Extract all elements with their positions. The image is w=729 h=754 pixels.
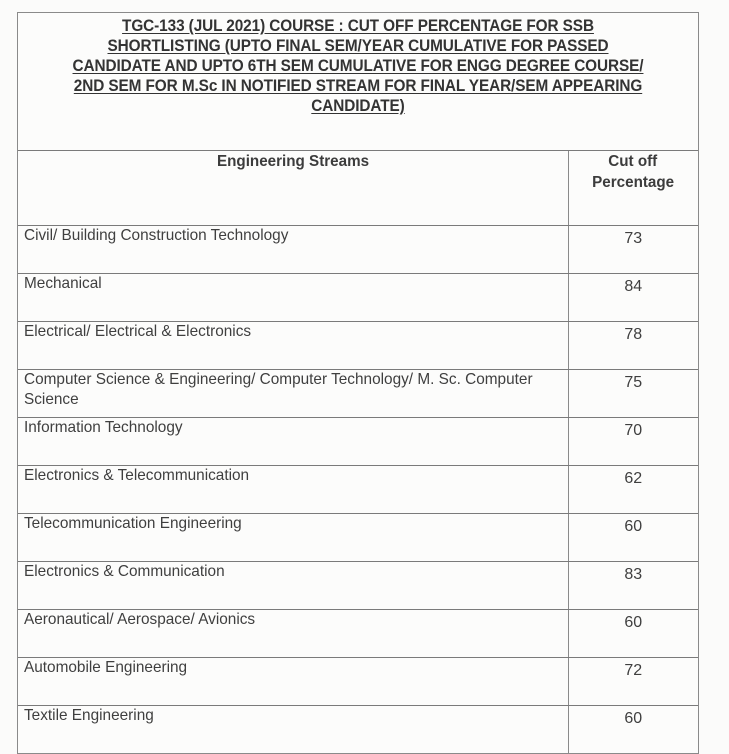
stream-name: Automobile Engineering bbox=[24, 659, 188, 676]
stream-cell bbox=[18, 706, 568, 754]
stream-name: Information Technology bbox=[24, 419, 183, 436]
cutoff-cell: 75 bbox=[568, 370, 698, 418]
stream-cell bbox=[18, 274, 568, 322]
stream-name: Computer Science & Engineering/ Computer Technology/ M. Sc. Computer Science bbox=[24, 371, 533, 408]
table-row bbox=[18, 418, 698, 466]
title-line: TGC-133 (JUL 2021) COURSE : CUT OFF PERCENTAGE FOR SSB bbox=[122, 17, 594, 35]
column-header-label: Percentage bbox=[592, 174, 675, 191]
table-row bbox=[18, 370, 698, 418]
stream-name: Civil/ Building Construction Technology bbox=[24, 227, 289, 244]
cutoff-cell: 72 bbox=[568, 658, 698, 706]
cutoff-cell: 78 bbox=[568, 322, 698, 370]
stream-cell bbox=[18, 418, 568, 466]
stream-name: Mechanical bbox=[24, 275, 102, 292]
cutoff-cell: 60 bbox=[568, 514, 698, 562]
stream-name: Electronics & Communication bbox=[24, 563, 225, 580]
column-header-label: Cut off bbox=[608, 153, 658, 170]
stream-name: Textile Engineering bbox=[24, 707, 154, 724]
table-row bbox=[18, 466, 698, 514]
cutoff-document bbox=[17, 12, 699, 754]
table-header-row bbox=[18, 151, 698, 226]
stream-name: Electrical/ Electrical & Electronics bbox=[24, 323, 252, 340]
column-header-cutoff bbox=[568, 151, 698, 226]
stream-cell bbox=[18, 610, 568, 658]
stream-name: Aeronautical/ Aerospace/ Avionics bbox=[24, 611, 256, 628]
stream-cell bbox=[18, 322, 568, 370]
stream-name: Electronics & Telecommunication bbox=[24, 467, 250, 484]
title-line: SHORTLISTING (UPTO FINAL SEM/YEAR CUMULATIVE FOR PASSED bbox=[107, 37, 609, 55]
cutoff-cell: 73 bbox=[568, 226, 698, 274]
table-row bbox=[18, 562, 698, 610]
table-row bbox=[18, 610, 698, 658]
title-line: 2ND SEM FOR M.Sc IN NOTIFIED STREAM FOR FINAL YEAR/SEM APPEARING bbox=[73, 77, 643, 95]
title-line: CANDIDATE AND UPTO 6TH SEM CUMULATIVE FOR ENGG DEGREE COURSE/ bbox=[72, 57, 644, 75]
cutoff-cell: 60 bbox=[568, 706, 698, 754]
table-row bbox=[18, 706, 698, 754]
table-row bbox=[18, 514, 698, 562]
column-header-streams bbox=[18, 151, 568, 226]
cutoff-cell: 60 bbox=[568, 610, 698, 658]
stream-name: Telecommunication Engineering bbox=[24, 515, 242, 532]
stream-cell bbox=[18, 658, 568, 706]
stream-cell bbox=[18, 226, 568, 274]
column-header-label: Engineering Streams bbox=[216, 153, 369, 170]
table-row bbox=[18, 274, 698, 322]
stream-cell bbox=[18, 370, 568, 418]
cutoff-cell: 84 bbox=[568, 274, 698, 322]
cutoff-cell: 83 bbox=[568, 562, 698, 610]
table-row bbox=[18, 322, 698, 370]
stream-cell bbox=[18, 466, 568, 514]
stream-cell bbox=[18, 562, 568, 610]
table-row bbox=[18, 658, 698, 706]
document-title bbox=[18, 13, 698, 151]
cutoff-table bbox=[18, 151, 698, 753]
table-row bbox=[18, 226, 698, 274]
cutoff-cell: 70 bbox=[568, 418, 698, 466]
cutoff-cell: 62 bbox=[568, 466, 698, 514]
stream-cell bbox=[18, 514, 568, 562]
title-line: CANDIDATE) bbox=[311, 97, 405, 115]
